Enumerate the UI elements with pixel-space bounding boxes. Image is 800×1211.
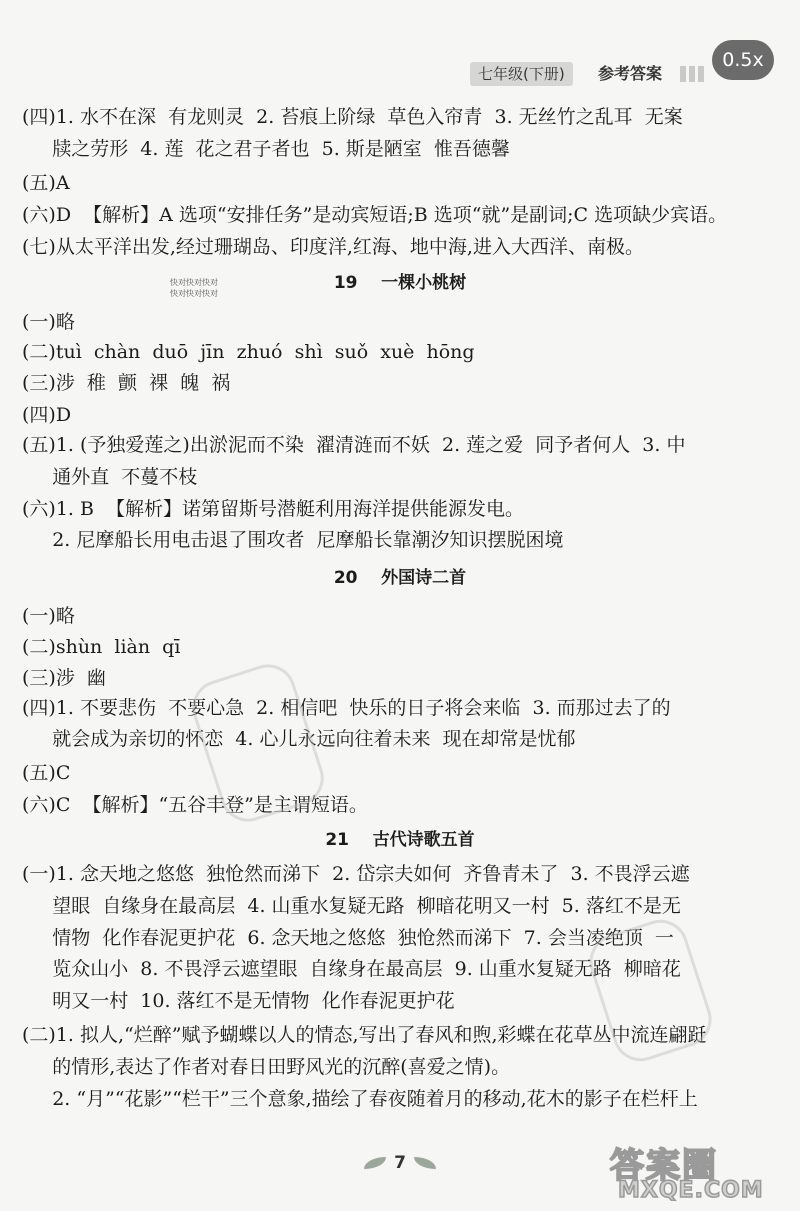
answer-line: 望眼 自缘身在最高层 4. 山重水复疑无路 柳暗花明又一村 5. 落红不是无	[22, 895, 681, 917]
answer-key-title: 参考答案	[598, 64, 663, 83]
answer-line: 牍之劳形 4. 莲 花之君子者也 5. 斯是陋室 惟吾德馨	[22, 138, 510, 160]
answer-line: (七)从太平洋出发,经过珊瑚岛、印度洋,红海、地中海,进入大西洋、南极。	[22, 236, 644, 258]
site-watermark-url: MXQE.COM	[618, 1178, 764, 1203]
answer-line: (二)shùn liàn qī	[22, 636, 181, 658]
answer-line: (三)涉 稚 颤 裸 魄 祸	[22, 372, 231, 394]
site-watermark-logo	[610, 1138, 780, 1208]
small-note: 快对快对快对 快对快对快对	[170, 278, 218, 298]
answer-line: 2. 尼摩船长用电击退了围攻者 尼摩船长靠潮汐知识摆脱困境	[22, 529, 564, 551]
answer-line: 就会成为亲切的怀恋 4. 心儿永远向往着未来 现在却常是忧郁	[22, 728, 576, 750]
answer-line: (三)涉 幽	[22, 667, 106, 689]
section-heading-20: 20 外国诗二首	[333, 568, 467, 588]
site-watermark-top: 答案圈	[610, 1146, 718, 1186]
answer-line: (一)略	[22, 605, 75, 627]
section-heading-21: 21 古代诗歌五首	[325, 830, 475, 850]
answer-line: (二)tuì chàn duō jīn zhuó shì suǒ xuè hōng	[22, 341, 475, 363]
answer-line: (六)D 【解析】A 选项“安排任务”是动宾短语;B 选项“就”是副词;C 选项缺少宾语。	[22, 204, 728, 226]
answer-line: 通外直 不蔓不枝	[22, 466, 198, 488]
answer-line: (二)1. 拟人,“烂醉”赋予蝴蝶以人的情态,写出了春风和煦,彩蝶在花草丛中流连翩跹	[22, 1024, 707, 1046]
grade-label: 七年级(下册)	[470, 62, 573, 86]
answer-line: (一)略	[22, 311, 75, 333]
answer-line: 情物 化作春泥更护花 6. 念天地之悠悠 独怆然而涕下 7. 会当凌绝顶 一	[22, 927, 674, 949]
answer-line: (六)1. B 【解析】诺第留斯号潜艇利用海洋提供能源发电。	[22, 498, 525, 520]
answer-line: (五)C	[22, 762, 71, 784]
section-heading-19: 19 一棵小桃树	[333, 273, 467, 293]
answer-line: 览众山小 8. 不畏浮云遮望眼 自缘身在最高层 9. 山重水复疑无路 柳暗花	[22, 958, 681, 980]
answer-line: 明又一村 10. 落红不是无情物 化作春泥更护花	[22, 990, 455, 1012]
answer-line: (五)1. (予独爱莲之)出淤泥而不染 濯清涟而不妖 2. 莲之爱 同予者何人 3. 中	[22, 434, 686, 456]
answer-line: (一)1. 念天地之悠悠 独怆然而涕下 2. 岱宗夫如何 齐鲁青未了 3. 不畏浮云遮	[22, 863, 690, 885]
answer-line: (四)1. 水不在深 有龙则灵 2. 苔痕上阶绿 草色入帘青 3. 无丝竹之乱耳 无案	[22, 106, 683, 128]
leaf-icon	[414, 1157, 436, 1169]
answer-line: (六)C 【解析】“五谷丰登”是主谓短语。	[22, 794, 368, 816]
answer-line: 2. “月”“花影”“栏干”三个意象,描绘了春夜随着月的移动,花木的影子在栏杆上	[22, 1088, 698, 1110]
answer-line: 的情形,表达了作者对春日田野风光的沉醉(喜爱之情)。	[22, 1056, 511, 1078]
page-header	[470, 62, 700, 88]
header-decoration	[680, 66, 706, 82]
leaf-icon	[364, 1157, 386, 1169]
answer-line: (四)D	[22, 404, 72, 426]
page-number: 7	[394, 1153, 406, 1173]
answer-line: (五)A	[22, 172, 70, 194]
playback-speed-button[interactable]: 0.5x	[712, 40, 774, 80]
answer-line: (四)1. 不要悲伤 不要心急 2. 相信吧 快乐的日子将会来临 3. 而那过去了的	[22, 697, 671, 719]
